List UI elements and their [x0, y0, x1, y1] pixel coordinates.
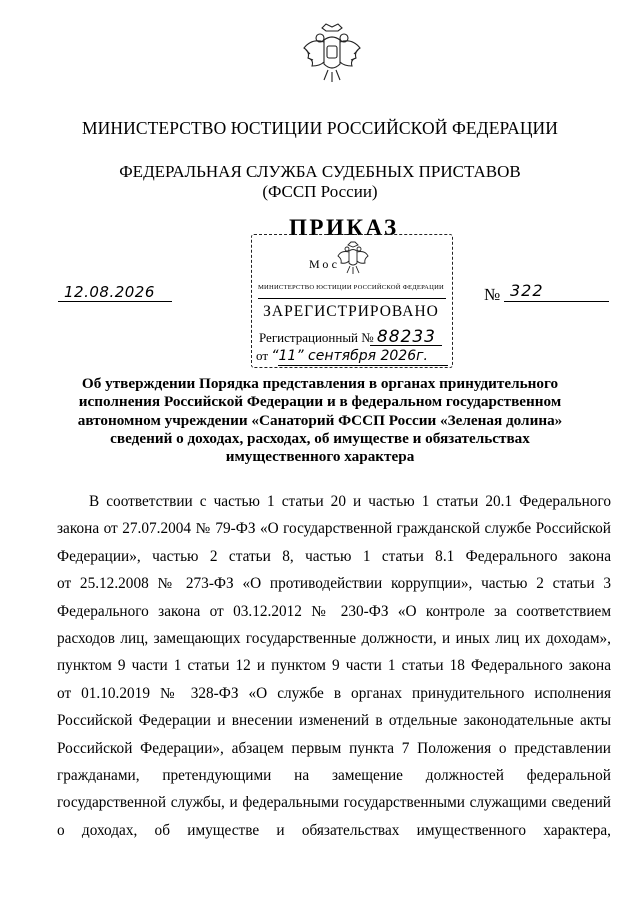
order-number-underline	[504, 301, 609, 302]
body-line: государственной службы, и федеральными государственными служащими сведений	[57, 794, 611, 812]
stamp-ministry: МИНИСТЕРСТВО ЮСТИЦИИ РОССИЙСКОЙ ФЕДЕРАЦИИ	[257, 284, 445, 291]
stamp-date-prefix: от	[256, 348, 269, 363]
stamp-date-row	[256, 348, 428, 364]
stamp-reg-number: 88233	[376, 327, 437, 347]
body-line: гражданами, претендующими на замещение должностей федеральной	[57, 766, 611, 784]
body-line: от 01.10.2019 № 328-ФЗ «О службе в органах принудительного исполнения	[57, 684, 611, 702]
document-body	[57, 488, 611, 844]
stamp-reg-row	[259, 327, 436, 347]
registration-stamp	[251, 234, 453, 368]
order-date-underline	[58, 301, 172, 302]
body-line: расходов лиц, замещающих государственные должности, и иных лиц их доходам»,	[57, 629, 611, 647]
stamp-eagle-icon	[336, 241, 370, 277]
stamp-date: “11” сентября 2026г.	[271, 348, 428, 364]
title-line: сведений о доходах, расходах, об имуществе и обязательствах	[110, 429, 530, 447]
body-line: о доходах, об имуществе и обязательствах имущественного характера,	[57, 821, 611, 839]
stamp-date-underline	[278, 365, 448, 366]
body-line: от 25.12.2008 № 273-ФЗ «О противодействии коррупции», частью 2 статьи 3	[57, 575, 611, 593]
order-date: 12.08.2026	[64, 283, 155, 301]
service-name: ФЕДЕРАЛЬНАЯ СЛУЖБА СУДЕБНЫХ ПРИСТАВОВ	[119, 162, 521, 181]
body-line: Федерации», частью 2 статьи 8, частью 1 статьи 8.1 Федерального закона	[57, 547, 611, 565]
title-line: исполнения Российской Федерации и в федеральном государственном	[78, 393, 562, 411]
stamp-reg-underline	[370, 345, 442, 346]
order-number-sign: №	[484, 285, 501, 304]
body-line: пунктом 9 части 1 статьи 12 и пунктом 9 части 1 статьи 18 Федерального закона	[57, 657, 611, 675]
coat-of-arms-emblem	[300, 20, 364, 94]
stamp-reg-label: Регистрационный №	[259, 330, 374, 345]
service-heading	[0, 162, 640, 202]
title-line: Об утверждении Порядка представления в органах принудительного	[81, 375, 559, 392]
title-line: автономном учреждении «Санаторий ФССП России «Зеленая долина»	[77, 411, 563, 429]
order-number: 322	[510, 281, 544, 300]
service-abbreviation: (ФССП России)	[262, 182, 378, 201]
title-line: имущественного характера	[225, 448, 415, 466]
document-type: ПРИКАЗ	[289, 215, 399, 240]
body-line: Российской Федерации», абзацем первым пункта 7 Положения о представлении	[57, 739, 611, 757]
stamp-registered: ЗАРЕГИСТРИРОВАНО	[263, 303, 439, 320]
document-title	[60, 375, 580, 466]
stamp-city: Мос	[309, 257, 340, 271]
stamp-divider	[258, 298, 446, 299]
body-line: Федерального закона от 03.12.2012 № 230-ФЗ «О контроле за соответствием	[57, 602, 611, 620]
body-line: Российской Федерации и внесении изменений в отдельные законодательные акты	[57, 712, 611, 730]
body-line: В соответствии с частью 1 статьи 20 и частью 1 статьи 20.1 Федерального	[89, 493, 611, 510]
body-line: закона от 27.07.2004 № 79-ФЗ «О государственной гражданской службе Российской	[57, 520, 611, 538]
ministry-heading: МИНИСТЕРСТВО ЮСТИЦИИ РОССИЙСКОЙ ФЕДЕРАЦИИ	[81, 118, 559, 138]
